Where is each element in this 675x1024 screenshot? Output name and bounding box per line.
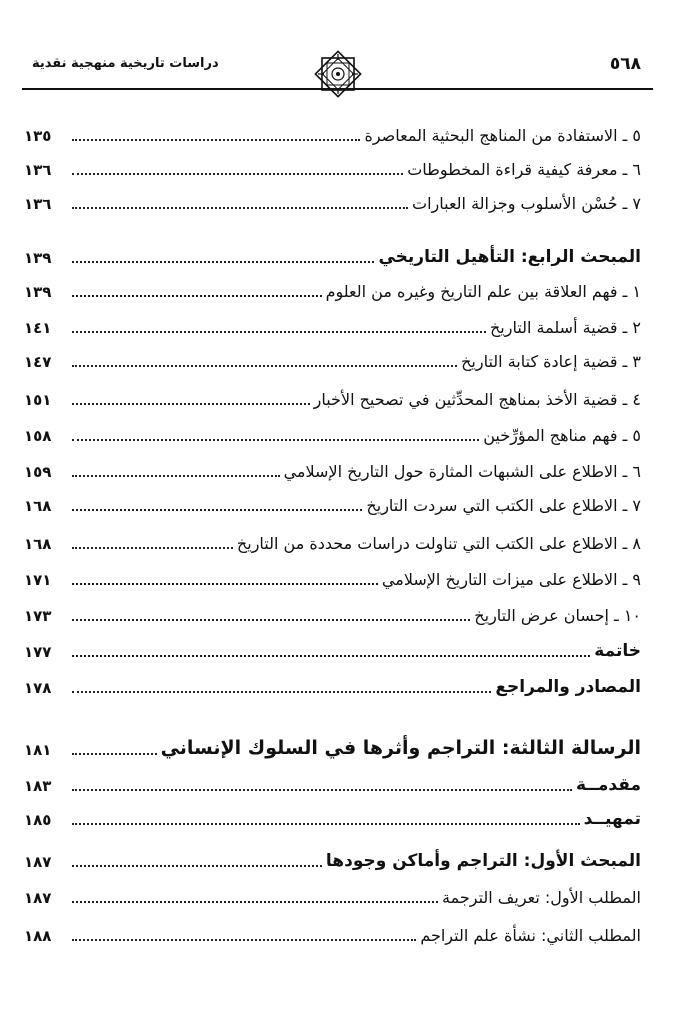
toc-entry [22, 879, 653, 909]
toc-entry [22, 561, 653, 591]
toc-entry-title: المبحث الرابع: التأهيل التاريخي [378, 247, 641, 267]
toc-entry [22, 151, 653, 181]
toc-entry [22, 453, 653, 483]
header-rule [22, 88, 653, 90]
dot-leader [72, 207, 408, 209]
toc-entry [22, 417, 653, 447]
toc-entry [22, 767, 653, 797]
toc-entry-page: ١٦٨ [24, 497, 52, 515]
toc-entry-title: ٨ ـ الاطلاع على الكتب التي تناولت دراسات محددة من التاريخ [236, 534, 641, 553]
toc-entry-title: ٦ ـ الاطلاع على الشبهات المثارة حول التاريخ الإسلامي [283, 462, 641, 481]
dot-leader [72, 439, 479, 441]
toc-entry-title: ٤ ـ قضية الأخذ بمناهج المحدِّثين في تصحيح الأخبار [313, 390, 641, 409]
toc-entry [22, 633, 653, 663]
toc-entry-page: ١٥٩ [24, 463, 52, 481]
toc-entry [22, 309, 653, 339]
dot-leader [72, 261, 374, 263]
toc-entry [22, 597, 653, 627]
toc-entry-title: ٥ ـ فهم مناهج المؤرِّخين [483, 426, 641, 445]
toc-entry-page: ١٧٧ [24, 643, 52, 661]
toc-entry-page: ١٨١ [24, 741, 52, 759]
toc-entry-page: ١٣٦ [24, 195, 52, 213]
toc-entry [22, 731, 653, 761]
toc-entry-title: ٦ ـ معرفة كيفية قراءة المخطوطات [407, 160, 641, 179]
dot-leader [72, 583, 378, 585]
dot-leader [72, 547, 233, 549]
toc-entry-page: ١٥٨ [24, 427, 52, 445]
toc-entry [22, 487, 653, 517]
dot-leader [72, 295, 322, 297]
toc-entry [22, 343, 653, 373]
dot-leader [72, 865, 322, 867]
toc-entry-page: ١٧٨ [24, 679, 52, 697]
dot-leader [72, 173, 403, 175]
dot-leader [72, 691, 491, 693]
toc-entry-title: خاتمة [594, 641, 641, 661]
dot-leader [72, 365, 457, 367]
toc-entry-title: تمهيــد [583, 809, 641, 829]
toc-entry-page: ١٧٣ [24, 607, 52, 625]
dot-leader [72, 619, 470, 621]
toc-entry-page: ١٣٩ [24, 283, 52, 301]
toc-entry-page: ١٨٧ [24, 889, 52, 907]
toc-entry-title: ١ ـ فهم العلاقة بين علم التاريخ وغيره من العلوم [325, 282, 641, 301]
toc-entry-title: ٣ ـ قضية إعادة كتابة التاريخ [461, 352, 641, 371]
toc-entry [22, 801, 653, 831]
toc-entry [22, 381, 653, 411]
toc-entry-page: ١٨٧ [24, 853, 52, 871]
toc-entry [22, 917, 653, 947]
dot-leader [72, 475, 280, 477]
dot-leader [72, 939, 416, 941]
toc-entry-page: ١٤٧ [24, 353, 52, 371]
dot-leader [72, 823, 580, 825]
toc-entry-title: الرسالة الثالثة: التراجم وأثرها في السلوك الإنساني [160, 737, 641, 759]
toc-entry [22, 239, 653, 269]
page-number: ٥٦٨ [609, 54, 641, 74]
toc-entry-title: المطلب الثاني: نشأة علم التراجم [420, 926, 641, 945]
toc-entry-title: المطلب الأول: تعريف الترجمة [442, 888, 641, 907]
toc-entry-title: ٧ ـ الاطلاع على الكتب التي سردت التاريخ [366, 496, 641, 515]
dot-leader [72, 753, 157, 755]
running-title: دراسات تاريخية منهجية نقدية [32, 56, 219, 71]
toc-entry-title: ٧ ـ حُسْن الأسلوب وجزالة العبارات [412, 194, 641, 213]
toc-entry-title: المصادر والمراجع [495, 677, 641, 697]
toc-entry-page: ١٨٨ [24, 927, 52, 945]
toc-entry [22, 843, 653, 873]
dot-leader [72, 509, 362, 511]
toc-entry-page: ١٨٣ [24, 777, 52, 795]
toc-entry-page: ١٦٨ [24, 535, 52, 553]
dot-leader [72, 403, 310, 405]
toc-entry-title: مقدمــة [575, 775, 641, 795]
dot-leader [72, 655, 590, 657]
dot-leader [72, 789, 572, 791]
toc-entry-title: ٥ ـ الاستفادة من المناهج البحثية المعاصرة [364, 126, 641, 145]
toc-entry-page: ١٤١ [24, 319, 52, 337]
toc-entry-title: ٢ ـ قضية أسلمة التاريخ [489, 318, 641, 337]
toc-entry-page: ١٣٦ [24, 161, 52, 179]
page-header [22, 44, 653, 96]
toc-entry [22, 117, 653, 147]
toc-entry-page: ١٣٩ [24, 249, 52, 267]
toc-entry [22, 669, 653, 699]
toc-entry-page: ١٨٥ [24, 811, 52, 829]
toc-entry-page: ١٣٥ [24, 127, 52, 145]
toc-entry [22, 273, 653, 303]
toc-entry-title: المبحث الأول: التراجم وأماكن وجودها [325, 851, 641, 871]
toc-entry-page: ١٥١ [24, 391, 52, 409]
toc-entry [22, 525, 653, 555]
dot-leader [72, 139, 360, 141]
dot-leader [72, 901, 438, 903]
toc-entry-page: ١٧١ [24, 571, 52, 589]
toc-entry [22, 185, 653, 215]
ornament-icon [310, 46, 366, 102]
dot-leader [72, 331, 486, 333]
toc-entry-title: ٩ ـ الاطلاع على ميزات التاريخ الإسلامي [381, 570, 641, 589]
toc-entry-title: ١٠ ـ إحسان عرض التاريخ [474, 606, 641, 625]
